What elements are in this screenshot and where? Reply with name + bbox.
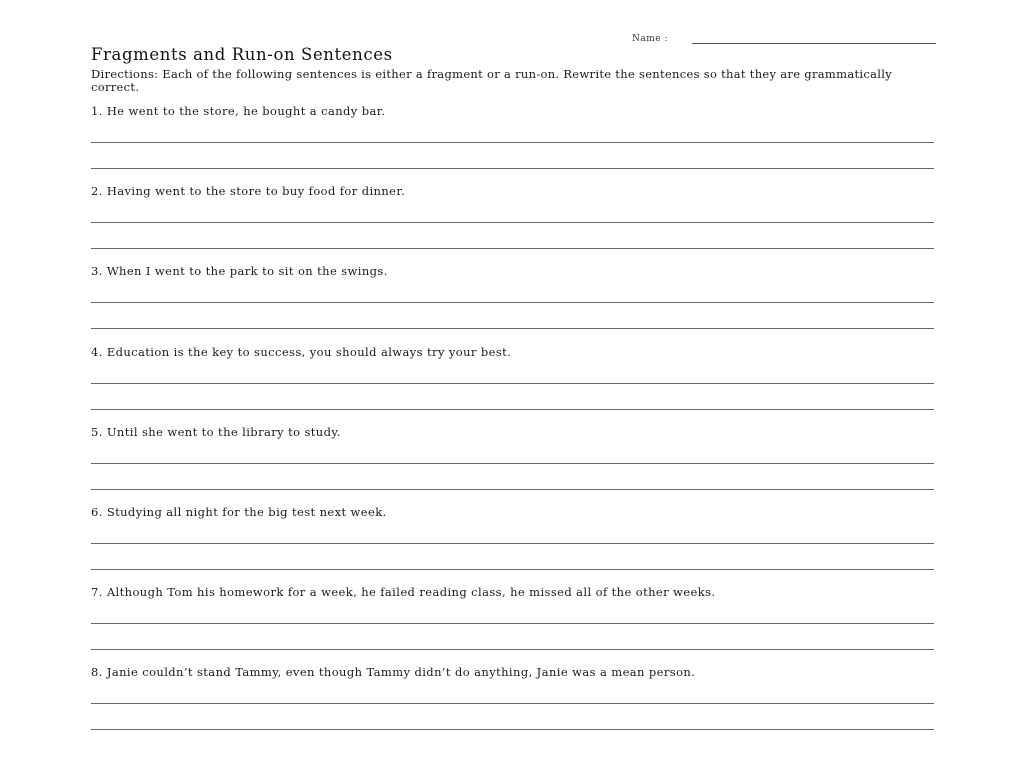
answer-line-2[interactable] bbox=[91, 168, 934, 169]
question-text: 8. Janie couldn’t stand Tammy, even though Tammy didn’t do anything, Janie was a mean person. bbox=[91, 665, 696, 679]
worksheet-title: Fragments and Run-on Sentences bbox=[91, 45, 393, 64]
question-text: 2. Having went to the store to buy food for dinner. bbox=[91, 184, 406, 198]
answer-line-2[interactable] bbox=[91, 248, 934, 249]
answer-line-2[interactable] bbox=[91, 409, 934, 410]
question-text: 6. Studying all night for the big test next week. bbox=[91, 505, 387, 519]
question-text: 7. Although Tom his homework for a week, he failed reading class, he missed all of the other weeks. bbox=[91, 585, 716, 599]
answer-line-1[interactable] bbox=[91, 222, 934, 223]
answer-line-1[interactable] bbox=[91, 302, 934, 303]
question-text: 5. Until she went to the library to study. bbox=[91, 425, 341, 439]
question-text: 3. When I went to the park to sit on the swings. bbox=[91, 264, 388, 278]
answer-line-1[interactable] bbox=[91, 703, 934, 704]
name-label: Name : bbox=[632, 34, 668, 44]
answer-line-2[interactable] bbox=[91, 328, 934, 329]
name-field-row bbox=[632, 34, 936, 48]
name-answer-line[interactable] bbox=[692, 43, 936, 44]
question-text: 4. Education is the key to success, you should always try your best. bbox=[91, 345, 512, 359]
answer-line-2[interactable] bbox=[91, 569, 934, 570]
answer-line-2[interactable] bbox=[91, 649, 934, 650]
worksheet-directions: Directions: Each of the following sentences is either a fragment or a run-on. Rewrite the sentences so that they are grammatically correct. bbox=[91, 67, 893, 94]
answer-line-1[interactable] bbox=[91, 543, 934, 544]
answer-line-2[interactable] bbox=[91, 489, 934, 490]
answer-line-1[interactable] bbox=[91, 463, 934, 464]
answer-line-1[interactable] bbox=[91, 142, 934, 143]
question-text: 1. He went to the store, he bought a candy bar. bbox=[91, 104, 386, 118]
answer-line-1[interactable] bbox=[91, 623, 934, 624]
answer-line-1[interactable] bbox=[91, 383, 934, 384]
answer-line-2[interactable] bbox=[91, 729, 934, 730]
